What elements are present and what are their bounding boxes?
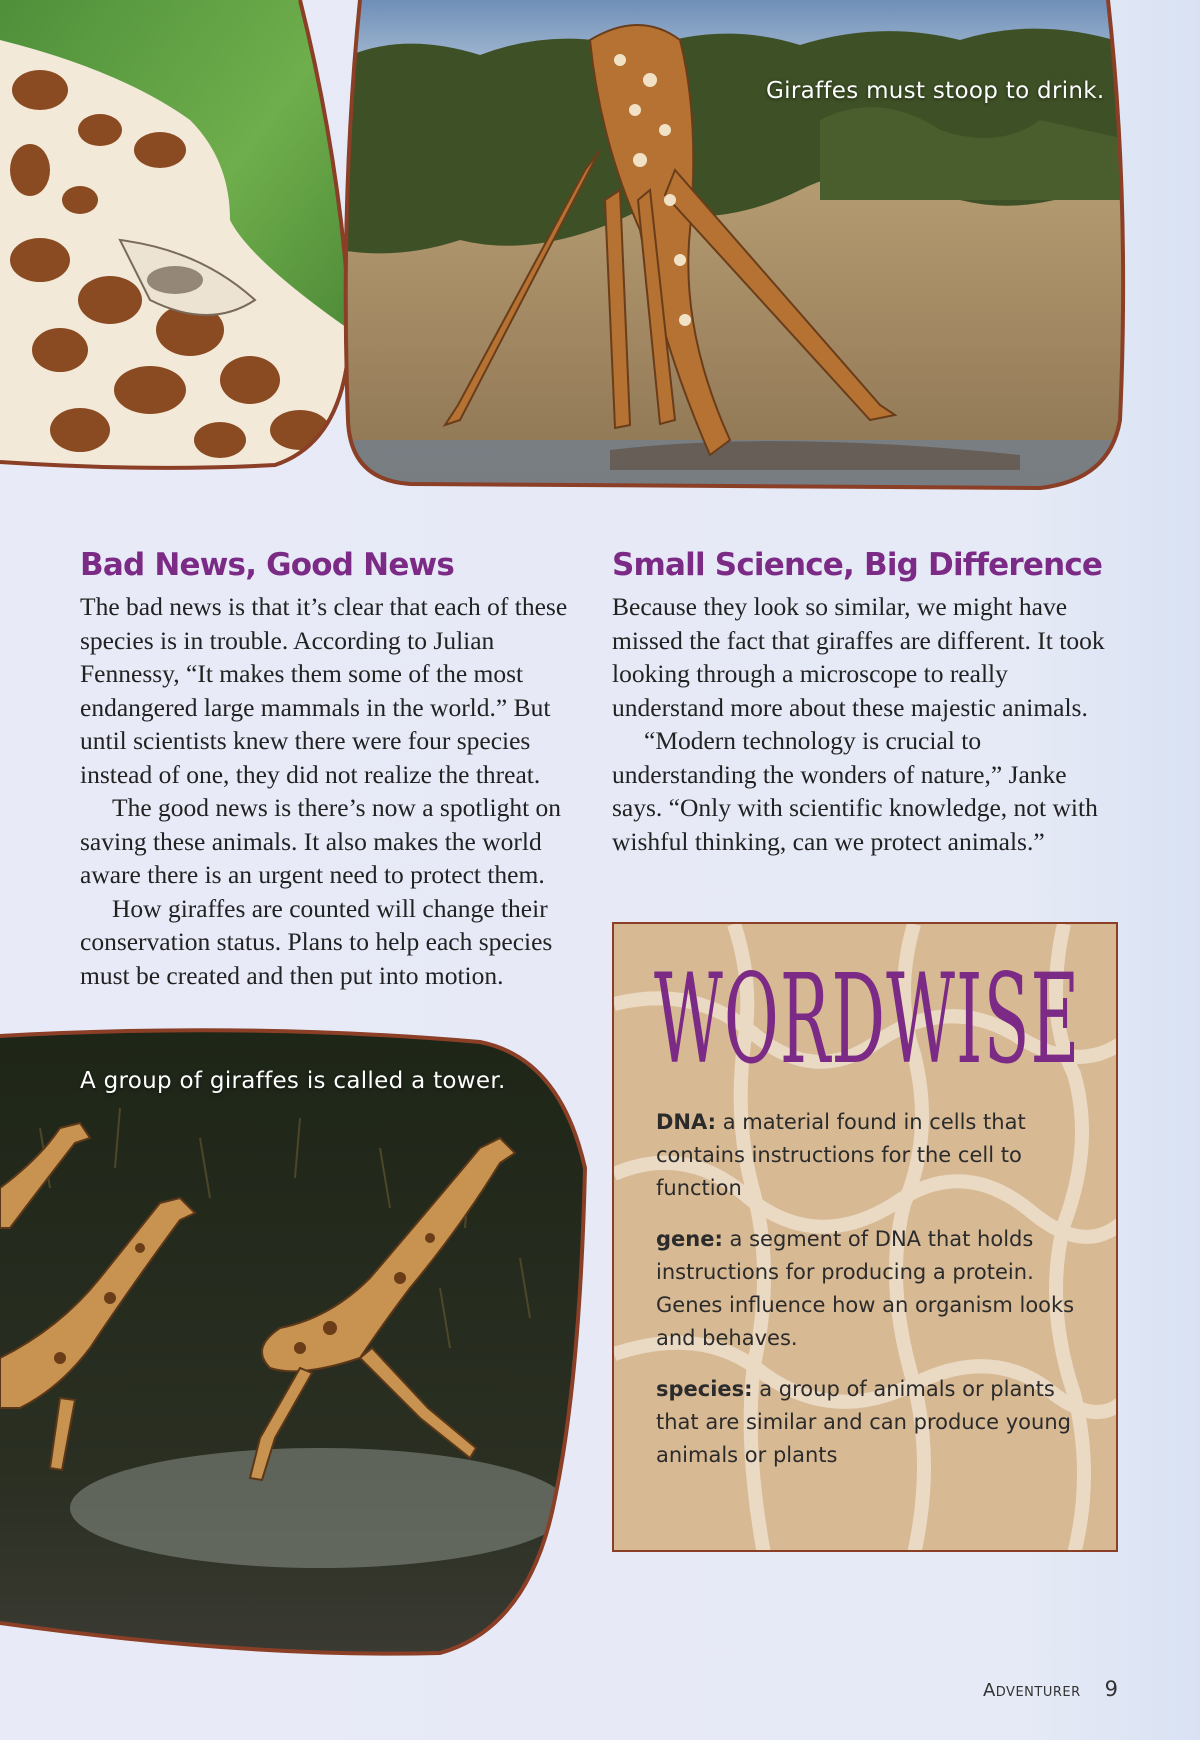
page-number: 9 bbox=[1104, 1677, 1118, 1701]
term-dna: DNA: bbox=[656, 1110, 717, 1134]
tower-caption: A group of giraffes is called a tower. bbox=[80, 1068, 506, 1094]
page-footer bbox=[983, 1677, 1118, 1701]
giraffe-head-photo bbox=[0, 0, 360, 475]
right-column bbox=[612, 548, 1122, 858]
body-paragraph: The good news is there’s now a spotlight on saving these animals. It also makes the world aware there is an urgent need to protect them. bbox=[80, 793, 562, 889]
definition-species bbox=[656, 1373, 1096, 1472]
body-paragraph: Because they look so similar, we might have missed the fact that giraffes are different. It took looking through a microscope to really understand more about these majestic animals. bbox=[612, 592, 1105, 722]
body-paragraph: “Modern technology is crucial to understanding the wonders of nature,” Janke says. “Only with scientific knowledge, not with wishful thinking, can we protect animals.” bbox=[612, 726, 1098, 856]
left-heading: Bad News, Good News bbox=[80, 547, 455, 583]
wordwise-title: WORDWISE bbox=[654, 948, 1081, 1092]
definition-dna bbox=[656, 1106, 1096, 1205]
right-heading: Small Science, Big Difference bbox=[612, 547, 1103, 583]
left-body bbox=[80, 590, 580, 992]
definition-text: a segment of DNA that holds instructions for producing a protein. Genes influence how an organism looks and behaves. bbox=[656, 1227, 1075, 1350]
definitions-list bbox=[656, 1106, 1096, 1490]
body-paragraph: The bad news is that it’s clear that each of these species is in trouble. According to Julian Fennessy, “It makes them some of the most endangered large mammals in the world.” But until scientists knew there were four species instead of one, they did not realize the threat. bbox=[80, 592, 568, 789]
right-body bbox=[612, 590, 1122, 858]
definition-text: a material found in cells that contains instructions for the cell to function bbox=[656, 1110, 1026, 1200]
giraffe-drinking-photo bbox=[340, 0, 1130, 495]
term-species: species: bbox=[656, 1377, 753, 1401]
magazine-name: Adventurer bbox=[982, 1680, 1081, 1701]
definition-gene bbox=[656, 1223, 1096, 1355]
drinking-caption: Giraffes must stoop to drink. bbox=[766, 78, 1105, 104]
left-column bbox=[80, 548, 580, 992]
body-paragraph: How giraffes are counted will change their conservation status. Plans to help each species must be created and then put into motion. bbox=[80, 893, 553, 990]
term-gene: gene: bbox=[656, 1227, 723, 1251]
wordwise-box bbox=[612, 922, 1118, 1552]
definition-text: a group of animals or plants that are similar and can produce young animals or plants bbox=[656, 1377, 1071, 1467]
giraffes-running-photo bbox=[0, 1028, 590, 1658]
